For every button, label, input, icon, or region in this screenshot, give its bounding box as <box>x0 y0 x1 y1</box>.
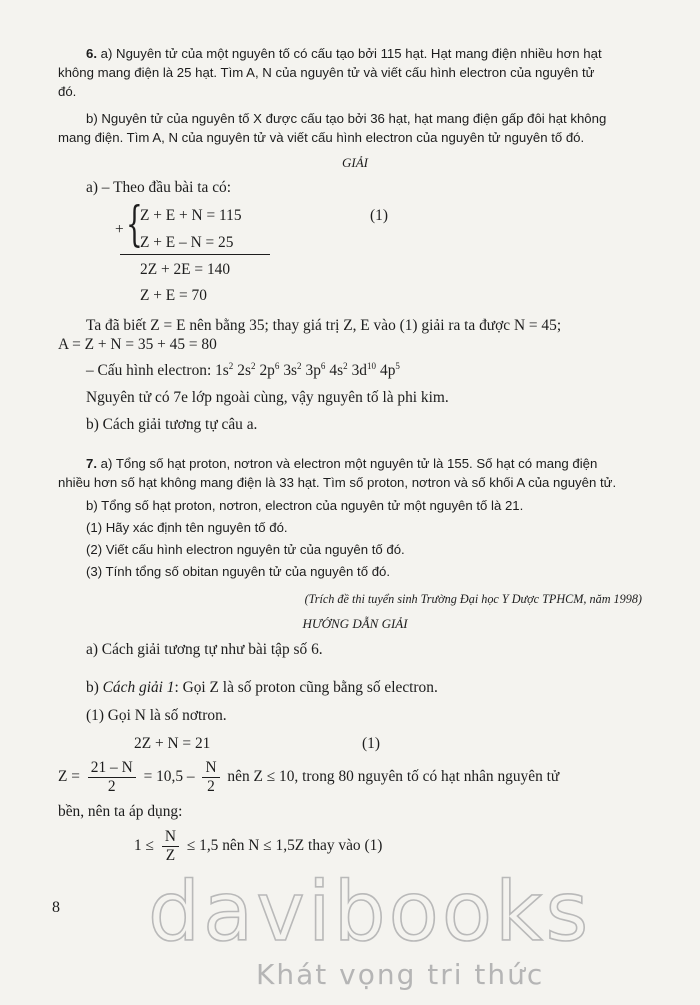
equation-half: Z + E = 70 <box>140 287 207 304</box>
electron-configuration: – Cấu hình electron: $1s^2$ $2s^2$ $2p^6$ $3s^2$ $3p^6$ $4s^2$ $3d^{10}$ $4p^5$ <box>86 361 400 379</box>
orbital-term: $2s^2$ <box>237 361 256 379</box>
problem-7-q2: (2) Viết cấu hình electron nguyên tử của nguyên tố đó. <box>86 542 405 557</box>
equation-sum: 2Z + 2E = 140 <box>140 261 231 278</box>
solution-b: b) Cách giải tương tự câu a. <box>86 416 258 433</box>
problem-7-q1: (1) Hãy xác định tên nguyên tố đó. <box>86 520 288 535</box>
fraction: $\frac{21 - N}{2}$ <box>88 759 136 796</box>
solution-intro: a) – Theo đầu bài ta có: <box>86 179 232 196</box>
problem-number: 6. <box>86 46 97 61</box>
orbital-term: $4p^5$ <box>380 361 400 379</box>
orbital-term: $3s^2$ <box>283 361 302 379</box>
guide-heading: HƯỚNG DẪN GIẢI <box>302 616 408 631</box>
source-citation: (Trích đề thi tuyển sinh Trường Đại học Y Dược TPHCM, năm 1998) <box>304 592 642 606</box>
solution-7-b: b) Cách giải 1: Gọi Z là số proton cũng bằng số electron. <box>86 679 438 696</box>
solution-line: Ta đã biết Z = E nên bằng 35; thay giá trị Z, E vào (1) giải ra ta được N = 45; <box>86 317 562 334</box>
z-formula: Z = $\frac{21 - N}{2}$ = 10,5 – $\frac{N}{2}$ nên Z ≤ 10, trong 80 nguyên tố có hạt nhân nguyên tử <box>58 759 560 795</box>
solution-heading: GIẢI <box>342 155 368 170</box>
problem-6-a-line3: đó. <box>58 84 77 99</box>
orbital-term: $2p^6$ <box>259 361 280 379</box>
watermark-slogan: Khát vọng tri thức <box>256 958 545 991</box>
solution-line: A = Z + N = 35 + 45 = 80 <box>58 336 217 353</box>
problem-6-b-line2: mang điện. Tìm A, N của nguyên tử và viết cấu hình electron của nguyên tử nguyên tố đó. <box>58 130 585 145</box>
orbital-term: $4s^2$ <box>329 361 348 379</box>
equation-2: Z + E – N = 25 <box>140 234 234 251</box>
problem-7-q3: (3) Tính tổng số obitan nguyên tử của nguyên tố đó. <box>86 564 391 579</box>
inequality: 1 ≤ $\frac{N}{Z}$ ≤ 1,5 nên N ≤ 1,5Z thay vào (1) <box>134 828 383 864</box>
equation-1: Z + E + N = 115 <box>140 207 242 224</box>
n-definition: (1) Gọi N là số nơtron. <box>86 707 227 724</box>
problem-6-a: 6. a) Nguyên tử của một nguyên tố có cấu tạo bởi 115 hạt. Hạt mang điện nhiều hơn hạt <box>86 46 602 61</box>
plus-sign: + <box>115 221 124 238</box>
problem-7-a: 7. a) Tổng số hạt proton, nơtron và electron một nguyên tử là 155. Số hạt có mang điện <box>86 456 598 471</box>
solution-conclusion: Nguyên tử có 7e lớp ngoài cùng, vậy nguyên tố là phi kim. <box>86 389 449 406</box>
equation-ref: (1) <box>362 735 380 752</box>
orbital-term: $1s^2$ <box>215 361 234 379</box>
problem-6-a-line2: không mang điện là 25 hạt. Tìm A, N của nguyên tử và viết cấu hình electron của nguyên tử <box>58 65 595 80</box>
problem-7-b: b) Tổng số hạt proton, nơtron, electron của nguyên tử một nguyên tố là 21. <box>86 498 524 513</box>
watermark-logo: davibooks <box>148 865 592 960</box>
solution-7-a: a) Cách giải tương tự như bài tập số 6. <box>86 641 323 658</box>
z-formula-cont: bền, nên ta áp dụng: <box>58 803 183 820</box>
page-number: 8 <box>52 899 60 916</box>
fraction: $\frac{N}{2}$ <box>202 759 219 796</box>
fraction: $\frac{N}{Z}$ <box>162 828 179 865</box>
equation-ref: (1) <box>370 207 388 224</box>
problem-7-a-line2: nhiều hơn số hạt không mang điện là 33 hạt. Tìm số proton, nơtron và số khối A của nguyên tử. <box>58 475 617 490</box>
equation: 2Z + N = 21 <box>134 735 211 752</box>
brace: { <box>126 196 143 252</box>
sum-rule <box>120 254 270 255</box>
orbital-term: $3d^{10}$ <box>351 361 376 379</box>
orbital-term: $3p^6$ <box>305 361 326 379</box>
problem-6-b: b) Nguyên tử của nguyên tố X được cấu tạo bởi 36 hạt, hạt mang điện gấp đôi hạt không <box>86 111 607 126</box>
problem-number: 7. <box>86 456 97 471</box>
